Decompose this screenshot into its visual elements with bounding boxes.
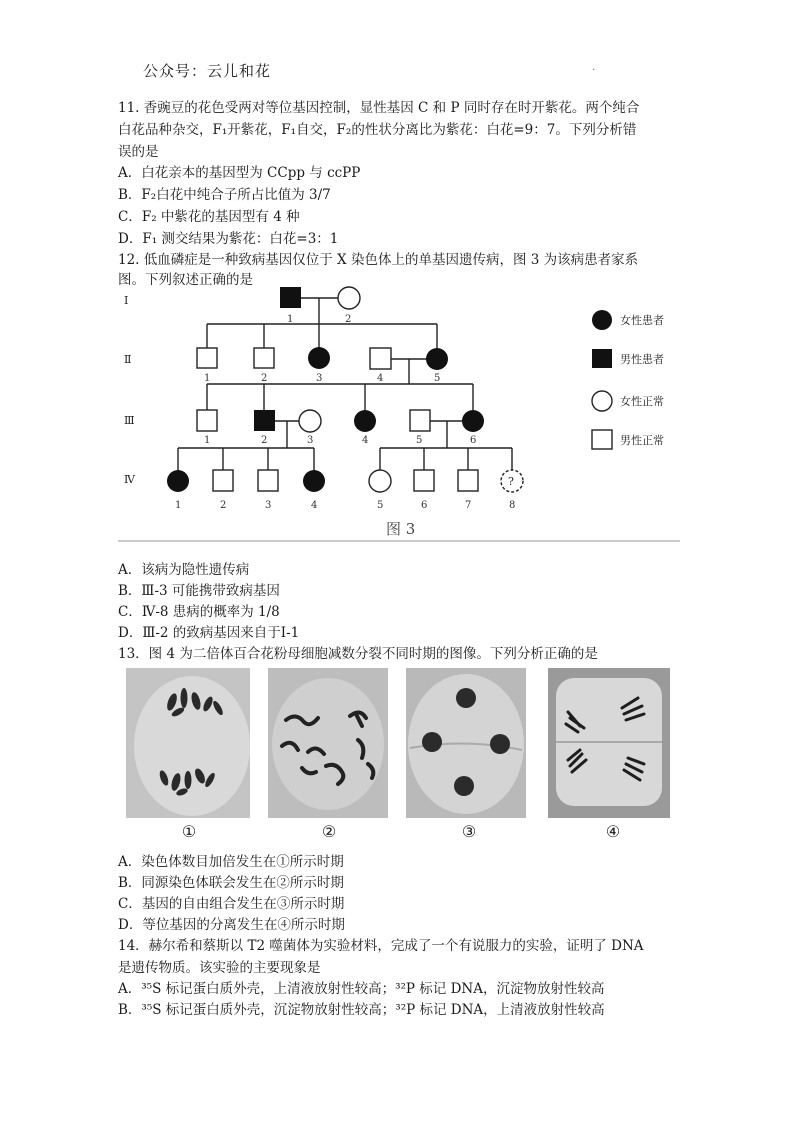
num-III1: 1 bbox=[204, 435, 211, 446]
num-IV5: 5 bbox=[377, 500, 384, 511]
photo-4-label: ④ bbox=[605, 822, 621, 841]
num-III5: 5 bbox=[416, 435, 423, 446]
num-IV3: 3 bbox=[265, 500, 272, 511]
q14-stem-line1: 14．赫尔希和蔡斯以 T2 噬菌体为实验材料，完成了一个有说服力的实验，证明了 DNA bbox=[118, 938, 644, 954]
num-II1: 1 bbox=[204, 373, 211, 384]
generation-label-2: Ⅱ bbox=[124, 353, 132, 366]
legend-affected-male-symbol bbox=[592, 349, 612, 368]
q12-stem-line1: 12. 低血磷症是一种致病基因仅位于 X 染色体上的单基因遗传病，图 3 为该病患者家系 bbox=[118, 252, 639, 268]
pedigree-I1-affected-male bbox=[280, 287, 301, 308]
photo-4-anaphase-ii bbox=[548, 668, 670, 818]
figure-3-caption: 图 3 bbox=[386, 520, 416, 538]
pedigree-III5-normal-male bbox=[410, 410, 430, 431]
num-III2: 2 bbox=[261, 435, 268, 446]
photo-1-label: ① bbox=[181, 822, 197, 841]
pedigree-IV5-normal-female bbox=[369, 470, 391, 492]
pedigree-IV2-normal-male bbox=[213, 470, 233, 491]
legend-normal-male-label: 男性正常 bbox=[620, 434, 664, 447]
pedigree-IV7-normal-male bbox=[458, 470, 478, 491]
pedigree-III4-affected-female bbox=[354, 410, 376, 432]
generation-label-1: Ⅰ bbox=[124, 294, 129, 307]
header-title: 公众号：云儿和花 bbox=[143, 62, 272, 80]
q11-option-c: C．F₂ 中紫花的基因型有 4 种 bbox=[118, 209, 300, 225]
photo-2-label: ② bbox=[321, 822, 337, 841]
q11-stem-line1: 11. 香豌豆的花色受两对等位基因控制，显性基因 C 和 P 同时存在时开紫花。两个纯合 bbox=[118, 100, 640, 116]
q13-option-d: D．等位基因的分离发生在④所示时期 bbox=[118, 917, 345, 933]
q11-option-b: B．F₂白花中纯合子所占比值为 3/7 bbox=[118, 187, 331, 203]
pedigree-III6-affected-female bbox=[462, 410, 484, 432]
photo-3-label: ③ bbox=[461, 822, 477, 841]
q11-stem-line2: 白花品种杂交，F₁开紫花，F₁自交，F₂的性状分离比为紫花：白花=9：7。下列分析错 bbox=[118, 122, 637, 138]
legend-affected-male-label: 男性患者 bbox=[620, 353, 664, 366]
num-IV2: 2 bbox=[220, 500, 227, 511]
pedigree-III2-affected-male bbox=[254, 410, 275, 431]
generation-label-3: Ⅲ bbox=[124, 414, 135, 427]
pedigree-III3-normal-female bbox=[299, 410, 321, 432]
pedigree-IV6-normal-male bbox=[414, 470, 434, 491]
q12-option-a: A．该病为隐性遗传病 bbox=[118, 562, 250, 578]
num-II4: 4 bbox=[377, 373, 384, 384]
legend-normal-female-symbol bbox=[592, 391, 612, 411]
header-dot: . bbox=[592, 62, 596, 73]
num-II5: 5 bbox=[434, 373, 441, 384]
num-IV4: 4 bbox=[311, 500, 318, 511]
legend-affected-female-label: 女性患者 bbox=[620, 314, 664, 327]
pedigree-II1-normal-male bbox=[197, 348, 217, 368]
q13-option-a: A．染色体数目加倍发生在①所示时期 bbox=[118, 854, 344, 870]
pedigree-IV4-affected-female bbox=[303, 470, 325, 492]
q12-option-d: D．Ⅲ-2 的致病基因来自于Ⅰ-1 bbox=[118, 625, 300, 641]
num-III6: 6 bbox=[470, 435, 477, 446]
q11-stem-line3: 误的是 bbox=[118, 144, 159, 160]
q13-stem-line1: 13．图 4 为二倍体百合花粉母细胞减数分裂不同时期的图像。下列分析正确的是 bbox=[118, 646, 598, 662]
num-III3: 3 bbox=[307, 435, 314, 446]
pedigree-II4-normal-male bbox=[370, 348, 391, 369]
pedigree-IV1-affected-female bbox=[167, 470, 189, 492]
q12-stem-line2: 图。下列叙述正确的是 bbox=[118, 272, 253, 288]
q11-option-a: A．白花亲本的基因型为 CCpp 与 ccPP bbox=[118, 165, 361, 181]
pedigree-IV3-normal-male bbox=[258, 470, 278, 491]
pedigree-II5-affected-female bbox=[426, 348, 448, 370]
num-IV1: 1 bbox=[175, 500, 182, 511]
generation-label-4: Ⅳ bbox=[124, 473, 135, 486]
num-III4: 4 bbox=[362, 435, 369, 446]
q12-option-b: B．Ⅲ-3 可能携带致病基因 bbox=[118, 583, 280, 599]
q14-stem-line2: 是遗传物质。该实验的主要现象是 bbox=[118, 960, 321, 976]
photo-1-anaphase bbox=[126, 668, 250, 818]
pedigree-II2-normal-male bbox=[254, 348, 274, 368]
pedigree-III1-normal-male bbox=[197, 410, 217, 431]
pedigree-II3-affected-female bbox=[308, 347, 330, 369]
num-I1: 1 bbox=[287, 314, 294, 325]
pedigree-I2-normal-female bbox=[338, 287, 360, 309]
num-I2: 2 bbox=[345, 314, 352, 325]
legend-normal-male-symbol bbox=[592, 430, 612, 449]
q14-option-a: A．³⁵S 标记蛋白质外壳，上清液放射性较高；³²P 标记 DNA，沉淀物放射性较高 bbox=[118, 981, 605, 997]
pedigree-IV8-question-mark: ? bbox=[508, 475, 514, 488]
num-II3: 3 bbox=[316, 373, 323, 384]
q13-option-b: B．同源染色体联会发生在②所示时期 bbox=[118, 875, 344, 891]
legend-normal-female-label: 女性正常 bbox=[620, 395, 664, 408]
legend-affected-female-symbol bbox=[592, 310, 612, 330]
photo-3-telophase-ii bbox=[406, 668, 526, 818]
q13-option-c: C．基因的自由组合发生在③所示时期 bbox=[118, 896, 345, 912]
num-IV6: 6 bbox=[421, 500, 428, 511]
num-II2: 2 bbox=[261, 373, 268, 384]
q14-option-b: B．³⁵S 标记蛋白质外壳，沉淀物放射性较高；³²P 标记 DNA，上清液放射性较高 bbox=[118, 1002, 605, 1018]
num-IV7: 7 bbox=[465, 500, 472, 511]
q11-option-d: D．F₁ 测交结果为紫花：白花=3：1 bbox=[118, 231, 339, 247]
q12-option-c: C．Ⅳ-8 患病的概率为 1/8 bbox=[118, 604, 280, 620]
num-IV8: 8 bbox=[509, 500, 516, 511]
pedigree-figure bbox=[118, 282, 688, 544]
photo-2-prophase bbox=[268, 668, 388, 818]
